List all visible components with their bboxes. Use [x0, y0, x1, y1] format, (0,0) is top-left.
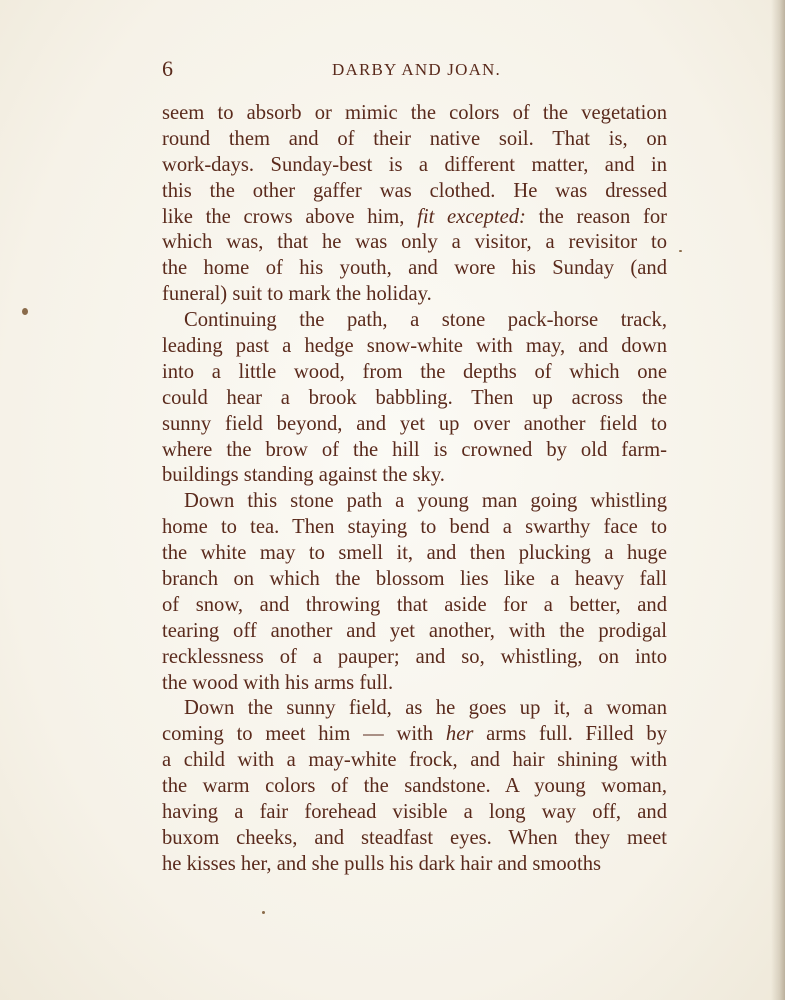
text-line: Continuing the path, a stone pack-horse track,	[184, 309, 667, 332]
text-line: this the other gaffer was clothed. He was dressed	[162, 179, 667, 202]
text-line: a child with a may-white frock, and hair shining with	[162, 749, 667, 772]
text-line: Down this stone path a young man going whistling	[184, 490, 667, 513]
text-line: having a fair forehead visible a long way off, and	[162, 801, 667, 824]
ink-speck	[262, 911, 265, 914]
text-line: work-days. Sunday-best is a different matter, and in	[162, 153, 667, 176]
paragraph	[162, 101, 667, 308]
text-segment: arms full. Filled by	[473, 723, 667, 746]
text-segment: the reason for	[525, 205, 667, 228]
text-line: which was, that he was only a visitor, a revisitor to	[162, 231, 667, 254]
page-number: 6	[162, 56, 173, 81]
paragraph	[162, 696, 667, 877]
text-line: buxom cheeks, and steadfast eyes. When they meet	[162, 826, 667, 849]
text-line: home to tea. Then staying to bend a swarthy face to	[162, 516, 667, 539]
text-line: round them and of their native soil. That is, on	[162, 127, 667, 150]
text-line: branch on which the blossom lies like a heavy fall	[162, 568, 667, 591]
text-line: could hear a brook babbling. Then up across the	[162, 386, 667, 409]
page-header	[162, 56, 667, 86]
text-line: tearing off another and yet another, with the prodigal	[162, 619, 667, 642]
text-line: seem to absorb or mimic the colors of the vegetation	[162, 102, 667, 124]
ink-speck	[679, 250, 682, 252]
text-line: the wood with his arms full.	[162, 671, 394, 694]
running-head: DARBY AND JOAN.	[332, 60, 501, 79]
text-line: funeral) suit to mark the holiday.	[162, 283, 432, 306]
text-line: sunny field beyond, and yet up over another field to	[162, 412, 667, 435]
text-line: the white may to smell it, and then plucking a huge	[162, 542, 667, 565]
body-text	[162, 101, 667, 878]
italic-text: fit excepted:	[417, 205, 526, 228]
text-line: leading past a hedge snow-white with may, and down	[162, 335, 667, 358]
italic-text: her	[445, 723, 474, 746]
text-line: he kisses her, and she pulls his dark hair and smooths	[162, 852, 602, 875]
text-line	[162, 205, 667, 231]
text-line: recklessness of a pauper; and so, whistling, on into	[162, 645, 667, 668]
text-line	[162, 722, 667, 748]
text-line: Down the sunny field, as he goes up it, a woman	[184, 697, 667, 720]
text-line: the warm colors of the sandstone. A young woman,	[162, 775, 667, 798]
text-line: of snow, and throwing that aside for a better, and	[162, 593, 667, 616]
text-line: where the brow of the hill is crowned by old farm-	[162, 438, 667, 461]
text-segment: like the crows above him,	[162, 205, 418, 228]
text-line: into a little wood, from the depths of which one	[162, 360, 667, 383]
text-line: the home of his youth, and wore his Sunday (and	[162, 257, 667, 280]
paragraph	[162, 308, 667, 489]
text-line: buildings standing against the sky.	[162, 464, 445, 487]
text-segment: coming to meet him — with	[162, 723, 446, 746]
ink-speck	[22, 308, 28, 315]
paragraph	[162, 489, 667, 696]
page-edge-shadow	[771, 0, 785, 1000]
